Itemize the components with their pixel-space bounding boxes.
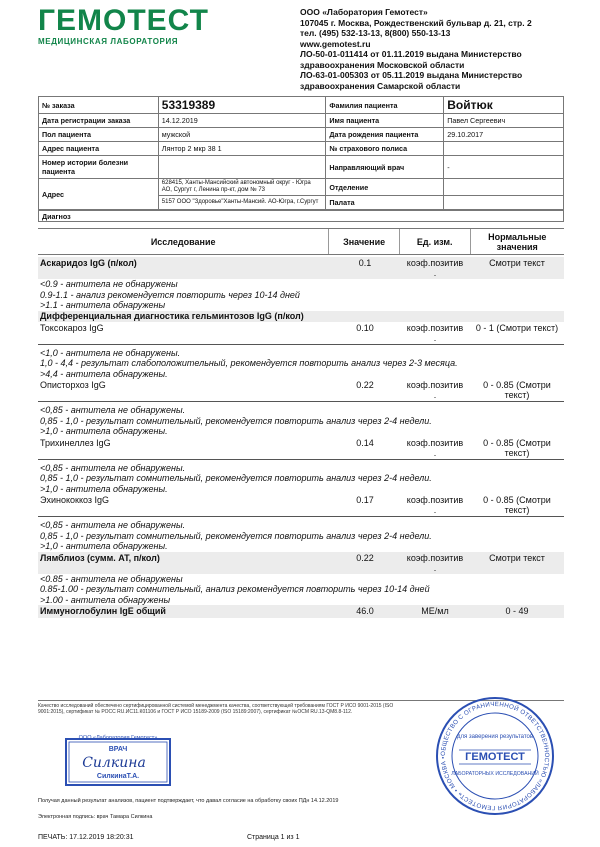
result-note: 1,0 - 4,4 - результат слабоположительный, рекомендуется повторить анализ через 2-3 месяца. xyxy=(40,358,458,368)
org-line: здравоохранения Самарской области xyxy=(300,80,461,91)
test-name: Аскаридоз IgG (п/кол) xyxy=(40,258,137,268)
org-line: ЛО-63-01-005303 от 05.11.2019 выдана Министерство xyxy=(300,70,523,80)
stamp-purpose-text: для заверения результатов xyxy=(456,734,534,740)
test-norm: 0 - 0.85 (Смотри текст) xyxy=(483,437,551,458)
diagnosis-label: Диагноз xyxy=(38,210,564,222)
result-note: 0,85 - 1,0 - результат сомнительный, рекомендуется повторить анализ через 2-4 недели. xyxy=(40,473,432,483)
test-name: Эхинококкоз IgG xyxy=(40,495,110,505)
test-norm: 0 - 1 (Смотри текст) xyxy=(475,322,559,333)
reg-date: 14.12.2019 xyxy=(158,114,326,128)
result-row xyxy=(38,437,564,460)
test-norm: Смотри текст xyxy=(489,258,545,268)
print-timestamp: ПЕЧАТЬ: 17.12.2019 18:20:31 xyxy=(38,834,134,841)
result-note: 0,85 - 1,0 - результат сомнительный, рекомендуется повторить анализ через 2-4 недели. xyxy=(40,415,432,426)
col-value: Значение xyxy=(329,229,400,254)
result-row xyxy=(38,257,564,279)
org-line: тел. (495) 532-13-13, 8(800) 550-13-13 xyxy=(300,28,451,38)
test-unit: МЕ/мл xyxy=(421,606,449,616)
department xyxy=(444,179,564,196)
quality-cert-text: Качество исследований обеспечено сертифицированной системой менеджмента качества, соответствующей требованиям ГОСТ Р ИСО 9001-2015 (ISO 9001:2015), сертификат № РОСС RU.ИС11.К01106 и ГОСТ Р ИСО 15189-2009 (ISO 15189:2007), сертификат №ОСМ RU.13-QM8.8-112. xyxy=(38,703,394,715)
doctor-label: Направляющий врач xyxy=(326,156,444,179)
org-line: ЛО-50-01-011414 от 01.11.2019 выдана Министерство xyxy=(300,49,522,59)
test-value: 46.0 xyxy=(356,606,374,616)
result-note: >4,4 - антитела обнаружены. xyxy=(40,368,168,379)
test-unit: коэф.позитив . xyxy=(406,495,464,515)
consent-text: Получая данный результат анализов, пациент подтверждает, что давал согласие на обработку своих ПДн 14.12.2019 xyxy=(38,798,339,804)
result-row xyxy=(38,379,564,402)
result-note: >1.00 - антитела обнаружены xyxy=(40,594,171,605)
logo-title: ГЕМОТЕСТ xyxy=(38,4,209,37)
ward xyxy=(444,196,564,210)
organization-info xyxy=(300,7,590,91)
doctor: - xyxy=(444,156,564,179)
history xyxy=(158,156,326,179)
patient-info-table xyxy=(38,96,564,210)
test-unit: коэф.позитив . xyxy=(406,380,464,400)
test-norm: 0 - 49 xyxy=(505,606,529,616)
section-title: Дифференциальная диагностика гельминтозов IgG (п/кол) xyxy=(38,311,564,322)
org-line: здравоохранения Московской области xyxy=(300,59,465,70)
page-number: Страница 1 из 1 xyxy=(247,834,300,841)
test-unit: коэф.позитив . xyxy=(406,437,464,458)
lab-round-stamp xyxy=(435,696,555,816)
result-row xyxy=(38,322,564,345)
result-note: 0.9-1.1 - анализ рекомендуется повторить через 10-14 дней xyxy=(40,289,300,300)
stamp-brand-text: ГЕМОТЕСТ xyxy=(465,751,525,763)
signature-text: Силкина xyxy=(82,755,146,771)
round-stamp-graphic xyxy=(435,696,555,816)
test-name: Трихинеллез IgG xyxy=(40,437,111,448)
result-note: <0,85 - антитела не обнаружены. xyxy=(40,405,186,415)
addr2-label: Адрес xyxy=(39,179,159,210)
results-header xyxy=(38,228,564,255)
stamp-org-text: ООО «Лаборатория Гемотест» xyxy=(78,735,158,741)
test-value: 0.14 xyxy=(356,437,374,448)
order-no-label: № заказа xyxy=(39,97,159,114)
result-note: 0.85-1.00 - результат сомнительный, анализ рекомендуется повторить через 10-14 дней xyxy=(40,584,430,594)
result-note: >1.1 - антитела обнаружены xyxy=(40,300,166,310)
stamp-doctor-name: СилкинаТ.А. xyxy=(96,773,140,780)
result-row xyxy=(38,605,564,618)
result-note: 0,85 - 1,0 - результат сомнительный, рекомендуется повторить анализ через 2-4 недели. xyxy=(40,530,432,541)
test-name: Описторхоз IgG xyxy=(40,380,106,390)
sex: мужской xyxy=(158,128,326,142)
reg-date-label: Дата регистрации заказа xyxy=(39,114,159,128)
insurance xyxy=(444,142,564,156)
history-label: Номер истории болезни пациента xyxy=(39,156,159,179)
sex-label: Пол пациента xyxy=(39,128,159,142)
order-no: 53319389 xyxy=(158,97,326,114)
test-name: Иммуноглобулин IgE общий xyxy=(40,606,166,616)
birth-label: Дата рождения пациента xyxy=(326,128,444,142)
insurance-label: № страхового полиса xyxy=(326,142,444,156)
test-unit: коэф.позитив . xyxy=(406,322,464,343)
test-unit: коэф.позитив . xyxy=(406,258,464,278)
results-table xyxy=(38,228,564,618)
result-note: <0,85 - антитела не обнаружены. xyxy=(40,462,186,473)
electronic-signature: Электронная подпись: врач Тамара Силкина xyxy=(38,814,153,820)
result-note: <0,85 - антитела не обнаружены. xyxy=(40,520,186,530)
col-norm: Нормальные значения xyxy=(488,231,547,252)
test-value: 0.22 xyxy=(356,380,374,390)
surname: Войтюк xyxy=(444,97,564,114)
org-line: ООО «Лаборатория Гемотест» xyxy=(300,7,428,17)
col-unit: Ед. изм. xyxy=(400,229,471,254)
logo-subtitle: МЕДИЦИНСКАЯ ЛАБОРАТОРИЯ xyxy=(38,37,179,46)
org-line: 107045 г. Москва, Рождественский бульвар д. 21, стр. 2 xyxy=(300,17,532,28)
name-label: Имя пациента xyxy=(326,114,444,128)
result-note: <0.85 - антитела не обнаружены xyxy=(40,573,183,584)
col-test: Исследование xyxy=(38,229,329,254)
lab-logo xyxy=(38,6,228,46)
department-label: Отделение xyxy=(326,179,444,196)
test-value: 0.22 xyxy=(356,552,374,563)
test-norm: 0 - 0.85 (Смотри текст) xyxy=(483,380,551,400)
result-row xyxy=(38,552,564,574)
test-name: Лямблиоз (сумм. AT, п/кол) xyxy=(40,552,160,563)
addr2-line2: 5157 ООО "Здоровье"Ханты-Мансий. АО-Югра, г.Сургут xyxy=(158,196,326,210)
stamp-ring-text: ОБЩЕСТВО С ОГРАНИЧЕННОЙ ОТВЕТСТВЕННОСТЬЮ «ЛАБОРАТОРИЯ ГЕМОТЕСТ» • МОСКВА • xyxy=(439,700,551,812)
stamp-lab-text: ЛАБОРАТОРНЫХ ИССЛЕДОВАНИЙ xyxy=(451,771,539,777)
doctor-stamp-graphic xyxy=(64,733,172,789)
result-note: >1,0 - антитела обнаружены. xyxy=(40,541,168,551)
test-value: 0.10 xyxy=(356,322,374,333)
test-value: 0.1 xyxy=(358,258,372,268)
org-line: www.gemotest.ru xyxy=(300,38,371,49)
result-note: <0.9 - антитела не обнаружены xyxy=(40,279,178,289)
test-norm: Смотри текст xyxy=(489,552,545,563)
addr2-line1: 628415, Ханты-Мансийский автономный округ - Югра АО, Сургут г, Ленина пр-кт, дом № 73 xyxy=(158,179,326,196)
stamp-vrach-text: ВРАЧ xyxy=(108,746,128,753)
ward-label: Палата xyxy=(326,196,444,210)
test-name: Токсокароз IgG xyxy=(40,322,104,333)
result-note: >1,0 - антитела обнаружены. xyxy=(40,483,168,494)
patient-name: Павел Сергеевич xyxy=(444,114,564,128)
address-label: Адрес пациента xyxy=(39,142,159,156)
test-value: 0.17 xyxy=(356,495,374,505)
test-norm: 0 - 0.85 (Смотри текст) xyxy=(483,495,551,515)
result-note: <1,0 - антитела не обнаружены. xyxy=(40,347,181,358)
test-unit: коэф.позитив . xyxy=(406,552,464,573)
surname-label: Фамилия пациента xyxy=(326,97,444,114)
address: Лянтор 2 мкр 38 1 xyxy=(158,142,326,156)
result-row xyxy=(38,494,564,517)
birth-date: 29.10.2017 xyxy=(444,128,564,142)
result-note: >1,0 - антитела обнаружены. xyxy=(40,426,168,436)
doctor-stamp xyxy=(64,733,172,789)
